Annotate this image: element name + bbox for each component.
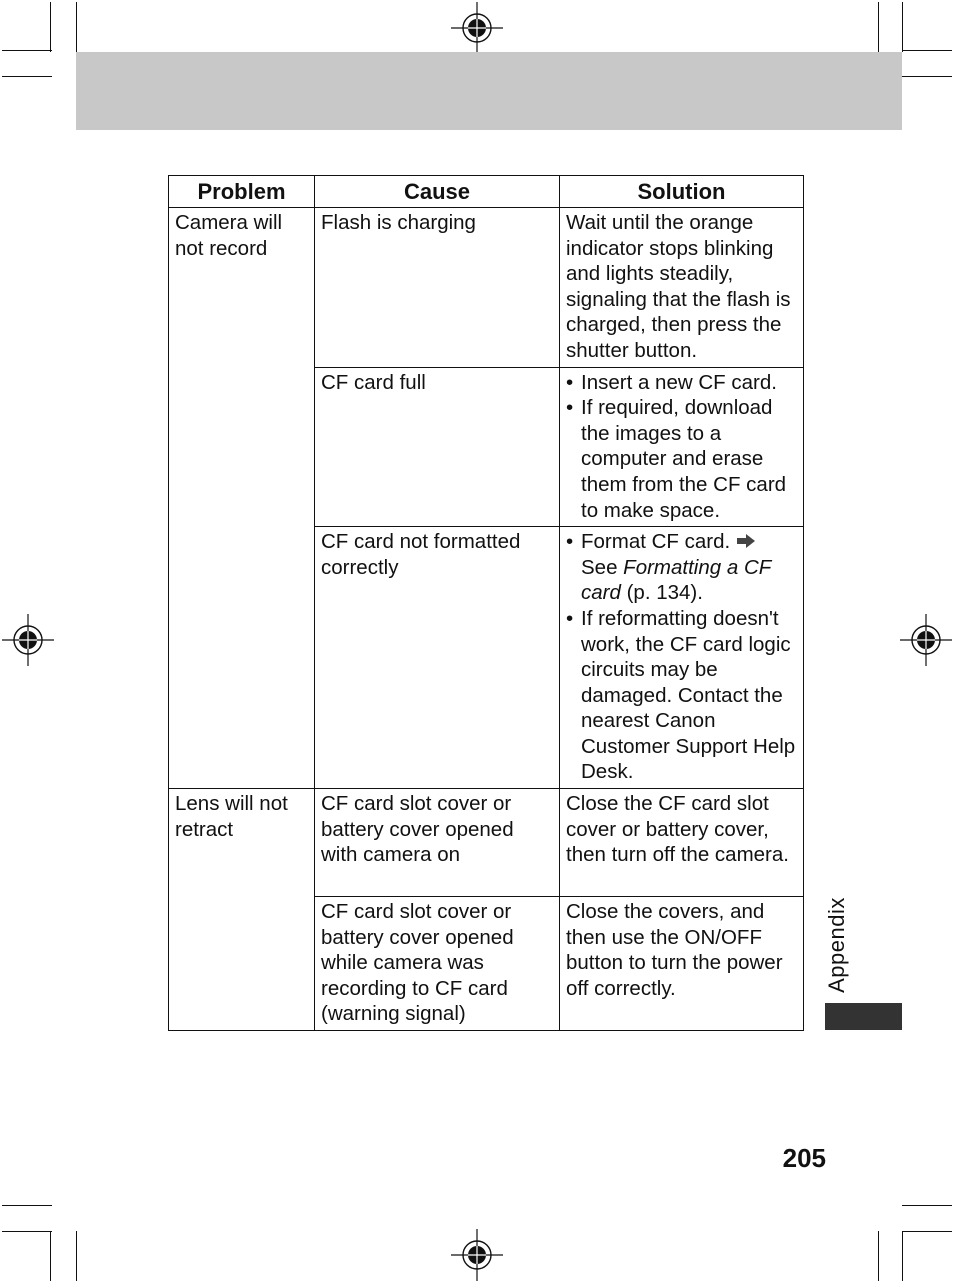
cause-cell: CF card slot cover or battery cover opened with camera on	[315, 789, 560, 897]
crop-mark	[2, 1205, 52, 1206]
crop-mark	[50, 2, 51, 52]
solution-cell: Close the covers, and then use the ON/OFF button to turn the power off correctly.	[560, 897, 804, 1031]
crop-mark	[878, 1231, 879, 1281]
cause-cell: CF card slot cover or battery cover opened while camera was recording to CF card (warning signal)	[315, 897, 560, 1031]
table-row	[169, 789, 804, 897]
column-header-solution: Solution	[560, 176, 804, 208]
column-header-cause: Cause	[315, 176, 560, 208]
cause-cell: CF card not formatted correctly	[315, 527, 560, 789]
crosshair-target-icon	[447, 1225, 507, 1285]
crop-mark	[902, 1231, 903, 1281]
crop-mark	[76, 2, 77, 52]
crop-mark	[50, 1231, 51, 1281]
problem-cell: Lens will not retract	[169, 789, 315, 1031]
crop-mark	[902, 76, 952, 77]
crosshair-target-icon	[0, 610, 58, 670]
section-tab	[822, 895, 852, 995]
solution-text: Format CF card.	[581, 530, 731, 554]
problem-cell: Camera will not record	[169, 208, 315, 789]
crop-mark	[902, 1231, 952, 1232]
section-tab-label: Appendix	[824, 897, 849, 993]
column-header-problem: Problem	[169, 176, 315, 208]
cause-cell: Flash is charging	[315, 208, 560, 368]
crop-mark	[2, 76, 52, 77]
crop-mark	[902, 1205, 952, 1206]
page-reference: (p. 134).	[620, 581, 703, 605]
list-item: • If required, download the images to a computer and erase them from the CF card to make space.	[566, 395, 799, 523]
section-tab-marker	[825, 1003, 902, 1030]
crosshair-target-icon	[447, 0, 507, 58]
crop-mark	[2, 1231, 52, 1232]
crosshair-target-icon	[896, 610, 954, 670]
list-item: • Insert a new CF card.	[566, 370, 799, 396]
crop-mark	[902, 50, 952, 51]
solution-list	[566, 529, 799, 785]
list-item	[566, 529, 799, 606]
header-band	[76, 52, 902, 130]
list-item: • If reformatting doesn't work, the CF card logic circuits may be damaged. Contact the nearest Canon Customer Support Help Desk.	[566, 606, 799, 785]
table-row	[169, 208, 804, 368]
reference-link[interactable]: Formatting a CF card	[581, 555, 771, 605]
page-number: 205	[782, 1143, 826, 1173]
table-header-row	[169, 176, 804, 208]
crop-mark	[2, 50, 52, 51]
troubleshooting-table	[168, 175, 804, 1031]
solution-list	[566, 370, 799, 524]
cause-cell: CF card full	[315, 367, 560, 527]
solution-cell	[560, 527, 804, 789]
solution-cell	[560, 367, 804, 527]
crop-mark	[878, 2, 879, 52]
solution-cell: Close the CF card slot cover or battery cover, then turn off the camera.	[560, 789, 804, 897]
solution-cell: Wait until the orange indicator stops blinking and lights steadily, signaling that the flash is charged, then press the shutter button.	[560, 208, 804, 368]
crop-mark	[76, 1231, 77, 1281]
crop-mark	[902, 2, 903, 52]
right-arrow-icon	[736, 533, 756, 549]
see-label: See	[581, 555, 624, 579]
